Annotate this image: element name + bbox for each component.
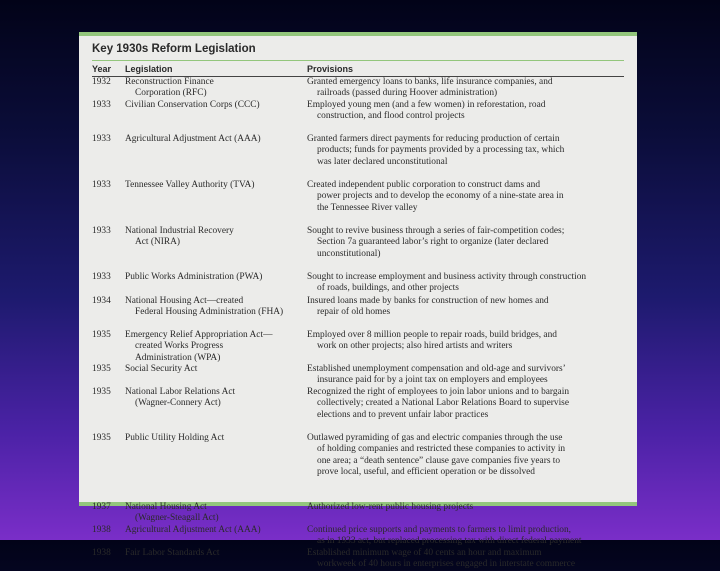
cell-legislation: Agricultural Adjustment Act (AAA) xyxy=(125,525,261,535)
cell-provisions: Continued price supports and payments to farmers to limit production, as in 1933 act, but replaced processing tax with direct federal payment xyxy=(307,525,582,547)
table-row xyxy=(92,433,624,479)
table-title: Key 1930s Reform Legislation xyxy=(92,43,256,55)
table-row xyxy=(92,330,624,364)
table-header xyxy=(92,60,624,77)
cell-year: 1932 xyxy=(92,77,111,87)
cell-year: 1934 xyxy=(92,296,111,306)
cell-year: 1938 xyxy=(92,548,111,558)
cell-provisions: Granted emergency loans to banks, life insurance companies, and railroads (passed during Hoover administration) xyxy=(307,77,553,99)
cell-provisions: Employed young men (and a few women) in reforestation, road construction, and flood control projects xyxy=(307,100,546,122)
cell-legislation: Reconstruction Finance Corporation (RFC) xyxy=(125,77,214,99)
cell-legislation: National Housing Act—created Federal Housing Administration (FHA) xyxy=(125,296,284,318)
table-row xyxy=(92,387,624,421)
header-provisions: Provisions xyxy=(307,64,354,74)
cell-year: 1933 xyxy=(92,134,111,144)
header-legislation: Legislation xyxy=(125,64,173,74)
cell-provisions: Established unemployment compensation and old-age and survivors’ insurance paid for by a joint tax on employers and employees xyxy=(307,364,566,386)
cell-year: 1935 xyxy=(92,387,111,397)
cell-provisions: Granted farmers direct payments for reducing production of certain products; funds for payments provided by a processing tax, which was later declared unconstitutional xyxy=(307,134,565,167)
cell-legislation: National Labor Relations Act (Wagner-Connery Act) xyxy=(125,387,236,409)
cell-year: 1933 xyxy=(92,226,111,236)
table-row xyxy=(92,548,624,571)
cell-year: 1935 xyxy=(92,433,111,443)
cell-provisions: Insured loans made by banks for construction of new homes and repair of old homes xyxy=(307,296,549,318)
cell-legislation: Civilian Conservation Corps (CCC) xyxy=(125,100,260,110)
cell-legislation: Tennessee Valley Authority (TVA) xyxy=(125,180,255,190)
table-row xyxy=(92,77,624,100)
legislation-slide xyxy=(79,32,637,570)
cell-legislation: Emergency Relief Appropriation Act— created Works Progress Administration (WPA) xyxy=(125,330,273,363)
cell-year: 1938 xyxy=(92,525,111,535)
cell-provisions: Established minimum wage of 40 cents an hour and maximum workweek of 40 hours in enterprises engaged in interstate commerce xyxy=(307,548,575,570)
cell-provisions: Recognized the right of employees to join labor unions and to bargain collectively; created a National Labor Relations Board to supervise elections and to prevent unfair labor practices xyxy=(307,387,570,420)
table-row xyxy=(92,502,624,525)
table-row xyxy=(92,100,624,123)
header-year: Year xyxy=(92,64,112,74)
cell-year: 1933 xyxy=(92,180,111,190)
table-row xyxy=(92,364,624,387)
cell-provisions: Created independent public corporation to construct dams and power projects and to develop the economy of a nine-state area in the Tennessee River valley xyxy=(307,180,564,213)
cell-year: 1937 xyxy=(92,502,111,512)
cell-provisions: Sought to increase employment and business activity through construction of roads, buildings, and other projects xyxy=(307,272,587,294)
table-row xyxy=(92,180,624,214)
cell-legislation: Public Works Administration (PWA) xyxy=(125,272,263,282)
cell-provisions: Sought to revive business through a series of fair-competition codes; Section 7a guaranteed labor’s right to organize (later declared unconstitutional) xyxy=(307,226,565,259)
cell-year: 1933 xyxy=(92,100,111,110)
cell-year: 1935 xyxy=(92,364,111,374)
cell-legislation: Public Utility Holding Act xyxy=(125,433,225,443)
cell-legislation: Fair Labor Standards Act xyxy=(125,548,220,558)
table-row xyxy=(92,272,624,295)
table-row xyxy=(92,134,624,168)
table-row xyxy=(92,296,624,319)
cell-legislation: Agricultural Adjustment Act (AAA) xyxy=(125,134,261,144)
cell-legislation: National Industrial Recovery Act (NIRA) xyxy=(125,226,234,248)
table-row xyxy=(92,525,624,548)
cell-year: 1933 xyxy=(92,272,111,282)
cell-provisions: Outlawed pyramiding of gas and electric companies through the use of holding companies and restricted these companies to activity in one area; a “death sentence” clause gave companies five years to prove local, useful, and efficient operation or be dissolved xyxy=(307,433,566,478)
cell-year: 1935 xyxy=(92,330,111,340)
cell-legislation: Social Security Act xyxy=(125,364,198,374)
cell-provisions: Employed over 8 million people to repair roads, build bridges, and work on other projects; also hired artists and writers xyxy=(307,330,557,352)
cell-legislation: National Housing Act (Wagner-Steagall Act) xyxy=(125,502,219,524)
table-row xyxy=(92,226,624,260)
cell-provisions: Authorized low-rent public housing projects xyxy=(307,502,474,512)
